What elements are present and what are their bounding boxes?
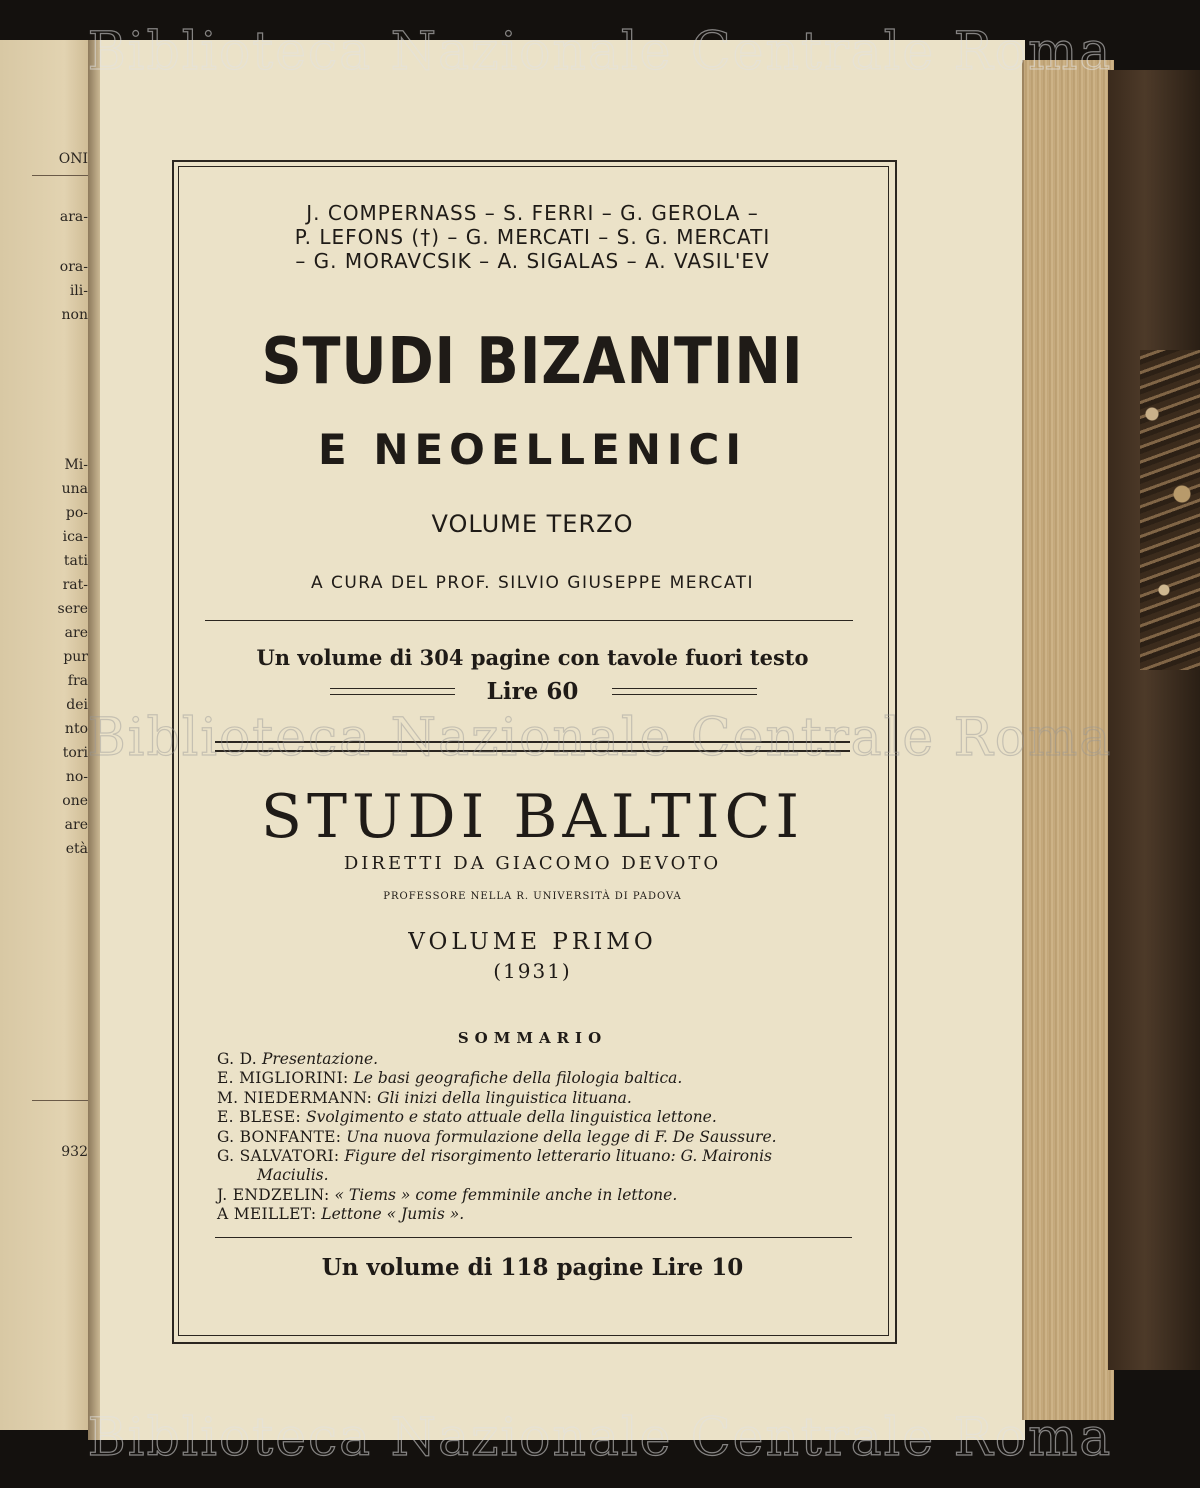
baltici-title: STUDI BALTICI	[260, 782, 805, 852]
toc-work: Gli inizi della linguistica lituana.	[377, 1088, 632, 1107]
left-fragment: età	[65, 841, 88, 857]
baltici-volume: VOLUME PRIMO	[408, 929, 657, 955]
left-fragment: non	[61, 307, 88, 323]
authors-line-1: J. COMPERNASS – S. FERRI – G. GEROLA –	[306, 201, 759, 225]
bizantini-curator: A CURA DEL PROF. SILVIO GIUSEPPE MERCATI	[310, 573, 755, 593]
left-fragment: one	[62, 793, 88, 809]
bizantini-price: Lire 60	[486, 678, 579, 705]
left-fragment: tati	[63, 553, 88, 569]
toc-entry	[217, 1108, 877, 1127]
toc-work: Maciulis.	[257, 1166, 329, 1185]
toc-entry	[217, 1128, 877, 1147]
left-fragment: tori	[62, 745, 88, 761]
left-page-rule	[32, 1100, 92, 1101]
toc-entry	[217, 1050, 877, 1069]
toc-entry	[217, 1205, 877, 1224]
left-fragment: ica-	[62, 529, 88, 545]
left-fragment: ara-	[59, 209, 88, 225]
marbled-cover-detail	[1140, 350, 1200, 670]
toc-work: Figure del risorgimento letterario lituano: G. Maironis	[344, 1147, 772, 1166]
left-fragment: rat-	[62, 577, 88, 593]
watermark-bottom: Biblioteca Nazionale Centrale Roma	[87, 1408, 1113, 1468]
left-fragment: are	[64, 817, 88, 833]
left-fragment: are	[64, 625, 88, 641]
toc-entry	[217, 1069, 877, 1088]
left-fragment: pur	[63, 649, 88, 665]
bizantini-subtitle: E NEOELLENICI	[318, 425, 747, 474]
left-fragment: fra	[67, 673, 88, 689]
left-fragment: no-	[65, 769, 88, 785]
bizantini-pages: Un volume di 304 pagine con tavole fuori testo	[256, 645, 809, 670]
toc-work: Una nuova formulazione della legge di F. De Saussure.	[346, 1127, 777, 1146]
section-rule	[215, 1237, 852, 1238]
left-fragment: po-	[65, 505, 88, 521]
toc-author: M. NIEDERMANN:	[217, 1088, 373, 1107]
left-fragment: una	[61, 481, 88, 497]
bizantini-title: STUDI BIZANTINI	[261, 325, 804, 399]
toc-work: Presentazione.	[261, 1050, 379, 1068]
toc-work: Svolgimento e stato attuale della linguistica lettone.	[305, 1108, 717, 1127]
left-fragment: 932	[61, 1144, 88, 1160]
left-fragment: ONI	[58, 151, 88, 167]
sommario-heading: SOMMARIO	[457, 1029, 608, 1047]
left-fragment: Mi-	[64, 457, 88, 473]
authors-line-2: P. LEFONS (†) – G. MERCATI – S. G. MERCATI	[294, 225, 771, 249]
left-fragment: ili-	[69, 283, 88, 299]
toc-work: Le basi geografiche della filologia baltica.	[353, 1069, 683, 1088]
toc-entry	[217, 1186, 877, 1205]
toc-work: Lettone « Jumis ».	[321, 1205, 465, 1224]
baltici-directed-by: DIRETTI DA GIACOMO DEVOTO	[343, 853, 722, 874]
toc-work: « Tiems » come femminile anche in lettone.	[334, 1185, 678, 1204]
bizantini-volume: VOLUME TERZO	[431, 510, 634, 538]
left-fragment: ora-	[59, 259, 88, 275]
left-page-rule	[32, 175, 92, 176]
left-fragment: sere	[57, 601, 88, 617]
baltici-affiliation: PROFESSORE NELLA R. UNIVERSITÀ DI PADOVA	[383, 891, 682, 902]
toc-entry	[217, 1147, 877, 1166]
authors-line-3: – G. MORAVCSIK – A. SIGALAS – A. VASIL'EV	[295, 249, 770, 273]
left-fragment: nto	[64, 721, 88, 737]
toc-entry	[217, 1089, 877, 1108]
table-of-contents	[217, 1050, 877, 1225]
toc-author: E. MIGLIORINI:	[217, 1069, 349, 1088]
baltici-year: (1931)	[493, 959, 572, 983]
price-rule-right	[612, 694, 757, 695]
toc-author: G. D.	[217, 1050, 257, 1068]
toc-entry-continuation	[217, 1166, 877, 1185]
watermark-middle: Biblioteca Nazionale Centrale Roma	[87, 708, 1113, 768]
toc-author: G. SALVATORI:	[217, 1147, 340, 1166]
toc-author: G. BONFANTE:	[217, 1127, 342, 1146]
toc-author: J. ENDZELIN:	[217, 1185, 330, 1204]
toc-author: A MEILLET:	[217, 1205, 317, 1224]
watermark-top: Biblioteca Nazionale Centrale Roma	[87, 22, 1113, 82]
section-rule	[205, 620, 853, 621]
price-rule-right	[612, 688, 757, 689]
baltici-pages-price: Un volume di 118 pagine Lire 10	[321, 1254, 744, 1281]
toc-author: E. BLESE:	[217, 1108, 302, 1127]
left-fragment: dei	[66, 697, 88, 713]
